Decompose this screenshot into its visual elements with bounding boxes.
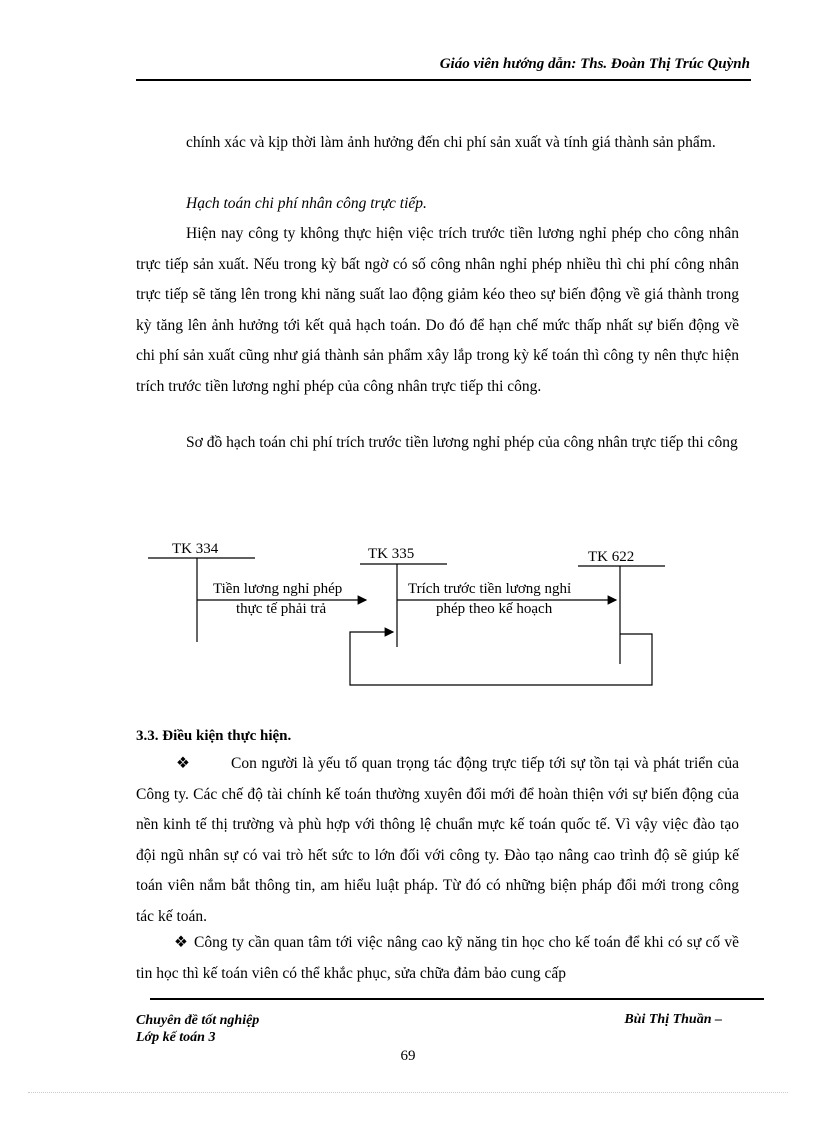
footer-thesis: Chuyên đề tốt nghiệp: [136, 1013, 260, 1028]
bullet-1-text: Con người là yếu tố quan trọng tác động trực tiếp tới sự tồn tại và phát triển của Công ty. Các chế độ tài chính kế toán thường xuyên đổi mới để hoàn thiện với sự biến động của nền kinh tế thị trường và phù hợp với thông lệ chuẩn mực kế toán quốc tế. Vì vậy việc đào tạo đội ngũ nhân sự có vai trò hết sức to lớn đối với công ty. Đào tạo nâng cao trình độ sẽ giúp kế toán viên nắm bắt thông tin, am hiểu luật pháp. Từ đó có những biện pháp đổi mới trong công tác kế toán.: [136, 755, 739, 925]
subheading-labor-cost: Hạch toán chi phí nhân công trực tiếp.: [186, 195, 427, 212]
paragraph-2: Hiện nay công ty không thực hiện việc trích trước tiền lương nghỉ phép cho công nhân trực tiếp sản xuất. Nếu trong kỳ bất ngờ có số công nhân nghỉ phép nhiều thì chi phí công nhân trực tiếp sẽ tăng lên trong khi năng suất lao động giảm kéo theo sự biến động về giá thành trong kỳ tăng lên ảnh hưởng tới kết quả hạch toán. Do đó để hạn chế mức thấp nhất sự biến động về chi phí sản xuất cũng như giá thành sản phẩm xây lắp trong kỳ kế toán thì công ty nên thực hiện trích trước tiền lương nghỉ phép của công nhân trực tiếp thi công.: [136, 225, 739, 395]
section-heading: 3.3. Điều kiện thực hiện.: [136, 728, 292, 744]
page-number: 69: [400, 1048, 416, 1064]
arrow-loop-622-to-335: [350, 632, 652, 685]
tk622-label: TK 622: [588, 549, 635, 565]
footer-left: [136, 1012, 259, 1046]
paragraph-1: chính xác và kịp thời làm ảnh hưởng đến chi phí sản xuất và tính giá thành sản phẩm.: [186, 134, 716, 151]
footer-rule: [150, 998, 764, 1000]
bullet-symbol: ❖: [174, 934, 188, 951]
bullet-symbol: ❖: [176, 755, 190, 772]
arrow2-label-line1: Trích trước tiền lương nghỉ: [408, 581, 572, 597]
arrow1-label-line1: Tiền lương nghỉ phép: [213, 581, 343, 597]
paragraph-3: Sơ đồ hạch toán chi phí trích trước tiền lương nghỉ phép của công nhân trực tiếp thi công: [186, 434, 738, 451]
bullet-1: [136, 749, 739, 932]
accounting-diagram: [0, 530, 816, 700]
footer-class: Lớp kế toán 3: [136, 1030, 216, 1045]
bullet-2-text: Công ty cần quan tâm tới việc nâng cao kỹ năng tin học cho kế toán để khi có sự cố về tin học thì kế toán viên có thể khắc phục, sửa chữa đảm bảo cung cấp: [136, 934, 739, 982]
tk335-label: TK 335: [368, 546, 415, 562]
header-supervisor: Giáo viên hướng dẫn: Ths. Đoàn Thị Trúc Quỳnh: [439, 56, 750, 72]
arrow2-label-line2: phép theo kế hoạch: [436, 601, 553, 617]
page-border: [28, 1092, 788, 1093]
arrow1-label-line2: thực tế phải trả: [236, 601, 327, 617]
tk334-label: TK 334: [172, 541, 219, 557]
header-rule: [136, 79, 751, 81]
bullet-2: [136, 928, 739, 989]
footer-author: Bùi Thị Thuần –: [624, 1012, 722, 1027]
